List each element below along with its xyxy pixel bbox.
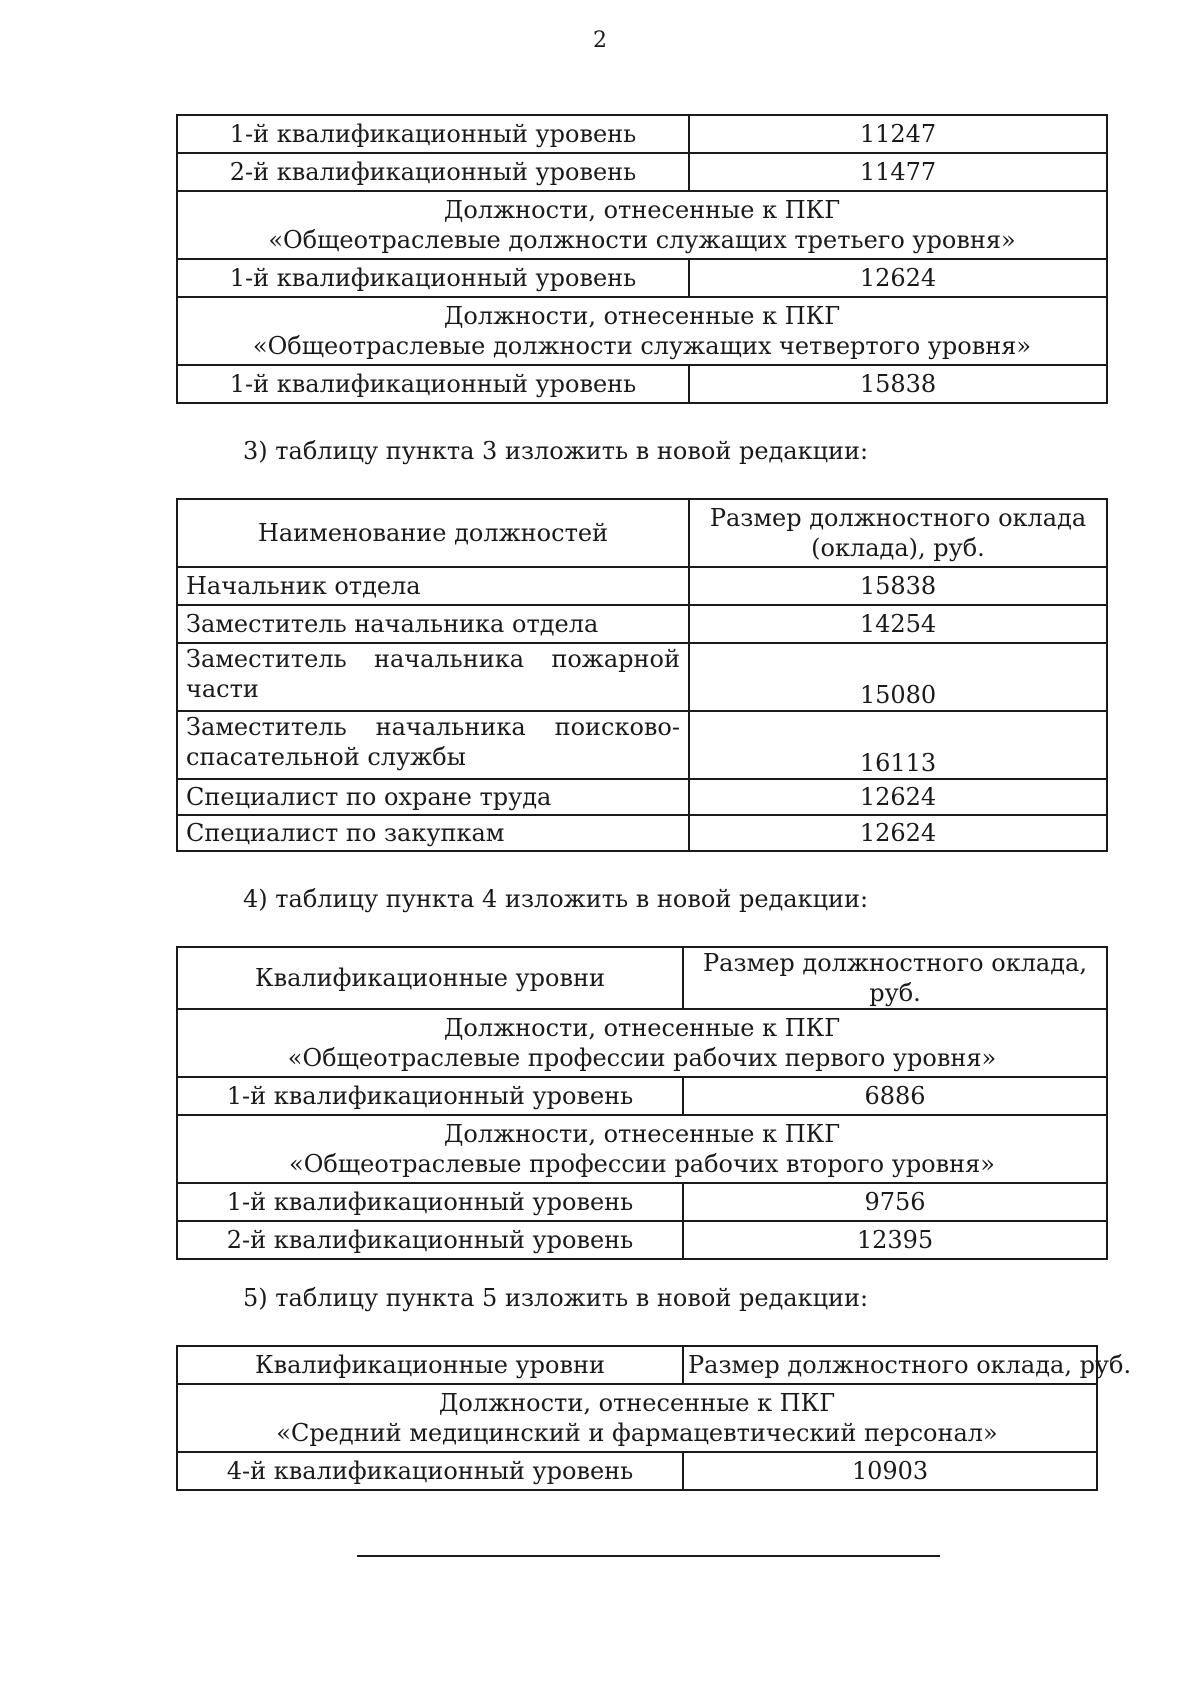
group-heading-cell xyxy=(177,297,1107,365)
qualification-level-cell: 2-й квалификационный уровень xyxy=(177,153,689,191)
table-row xyxy=(177,153,1107,191)
paragraph-item-5: 5) таблицу пункта 5 изложить в новой редакции: xyxy=(243,1284,869,1312)
position-name-cell xyxy=(177,711,689,779)
header-qualification-levels: Квалификационные уровни xyxy=(177,1346,683,1384)
group-heading-line1: Должности, отнесенные к ПКГ xyxy=(438,1389,836,1417)
group-heading-line2: «Общеотраслевые профессии рабочих первого уровня» xyxy=(287,1044,997,1072)
table-row xyxy=(177,1077,1107,1115)
paragraph-item-3: 3) таблицу пункта 3 изложить в новой редакции: xyxy=(243,437,869,465)
group-heading-line2: «Общеотраслевые должности служащих четвертого уровня» xyxy=(252,332,1032,360)
qualification-level-cell: 1-й квалификационный уровень xyxy=(177,365,689,403)
position-name-cell: Специалист по закупкам xyxy=(177,815,689,851)
salary-value-cell: 15838 xyxy=(689,365,1107,403)
table-header-row xyxy=(177,499,1107,567)
group-heading-cell xyxy=(177,191,1107,259)
position-name-line1: Заместитель начальника пожарной xyxy=(186,645,680,673)
salary-value-cell: 11477 xyxy=(689,153,1107,191)
table-row xyxy=(177,711,1107,779)
position-name-cell: Начальник отдела xyxy=(177,567,689,605)
qualification-level-cell: 4-й квалификационный уровень xyxy=(177,1452,683,1490)
position-name-cell: Специалист по охране труда xyxy=(177,779,689,815)
salary-table-continuation xyxy=(176,114,1108,404)
qualification-level-cell: 2-й квалификационный уровень xyxy=(177,1221,683,1259)
salary-value-cell: 11247 xyxy=(689,115,1107,153)
position-name-line2: спасательной службы xyxy=(186,743,466,771)
group-heading-cell xyxy=(177,1115,1107,1183)
salary-value-cell: 15838 xyxy=(689,567,1107,605)
salary-value-cell: 16113 xyxy=(689,711,1107,779)
qualification-level-cell: 1-й квалификационный уровень xyxy=(177,1077,683,1115)
page-number: 2 xyxy=(593,28,607,53)
group-row xyxy=(177,191,1107,259)
group-heading-line2: «Средний медицинский и фармацевтический персонал» xyxy=(276,1419,998,1447)
group-heading-line2: «Общеотраслевые должности служащих третьего уровня» xyxy=(268,226,1016,254)
table-header-row xyxy=(177,1346,1097,1384)
table-header-row xyxy=(177,947,1107,1009)
salary-value-cell: 12624 xyxy=(689,815,1107,851)
table-row xyxy=(177,1221,1107,1259)
group-heading-line1: Должности, отнесенные к ПКГ xyxy=(443,302,841,330)
table-row xyxy=(177,1452,1097,1490)
qualification-level-cell: 1-й квалификационный уровень xyxy=(177,259,689,297)
table-row xyxy=(177,1183,1107,1221)
salary-value-cell: 14254 xyxy=(689,605,1107,643)
medical-staff-table xyxy=(176,1345,1132,1491)
position-name-line2: части xyxy=(186,675,259,703)
position-name-line1: Заместитель начальника поисково- xyxy=(186,713,680,741)
group-row xyxy=(177,1384,1097,1452)
qualification-level-cell: 1-й квалификационный уровень xyxy=(177,115,689,153)
salary-value-cell: 12624 xyxy=(689,779,1107,815)
group-heading-line1: Должности, отнесенные к ПКГ xyxy=(443,1120,841,1148)
group-row xyxy=(177,1115,1107,1183)
salary-value-cell: 12624 xyxy=(689,259,1107,297)
header-salary-size xyxy=(689,499,1107,567)
group-row xyxy=(177,297,1107,365)
salary-value-cell: 10903 xyxy=(683,1452,1097,1490)
header-qualification-levels: Квалификационные уровни xyxy=(177,947,683,1009)
group-heading-cell xyxy=(177,1009,1107,1077)
salary-value-cell: 6886 xyxy=(683,1077,1107,1115)
table-row xyxy=(177,115,1107,153)
qualification-level-cell: 1-й квалификационный уровень xyxy=(177,1183,683,1221)
position-name-cell xyxy=(177,643,689,711)
table-row xyxy=(177,605,1107,643)
salary-value-cell: 12395 xyxy=(683,1221,1107,1259)
position-name-cell: Заместитель начальника отдела xyxy=(177,605,689,643)
group-heading-cell xyxy=(177,1384,1097,1452)
header-position-name: Наименование должностей xyxy=(177,499,689,567)
table-row xyxy=(177,643,1107,711)
salary-value-cell: 9756 xyxy=(683,1183,1107,1221)
worker-professions-table xyxy=(176,946,1108,1260)
positions-salary-table xyxy=(176,498,1108,852)
table-row xyxy=(177,779,1107,815)
group-heading-line1: Должности, отнесенные к ПКГ xyxy=(443,196,841,224)
group-row xyxy=(177,1009,1107,1077)
closing-separator-line xyxy=(357,1555,940,1557)
header-salary-line1: Размер должностного оклада xyxy=(709,504,1087,532)
paragraph-item-4: 4) таблицу пункта 4 изложить в новой редакции: xyxy=(243,885,869,913)
table-row xyxy=(177,259,1107,297)
header-salary-size: Размер должностного оклада, руб. xyxy=(683,947,1107,1009)
salary-value-cell: 15080 xyxy=(689,643,1107,711)
table-row xyxy=(177,815,1107,851)
header-salary-line2: (оклада), руб. xyxy=(811,534,985,562)
header-salary-size: Размер должностного оклада, руб. xyxy=(683,1346,1097,1384)
group-heading-line1: Должности, отнесенные к ПКГ xyxy=(443,1014,841,1042)
group-heading-line2: «Общеотраслевые профессии рабочих второго уровня» xyxy=(289,1150,995,1178)
table-row xyxy=(177,567,1107,605)
table-row xyxy=(177,365,1107,403)
